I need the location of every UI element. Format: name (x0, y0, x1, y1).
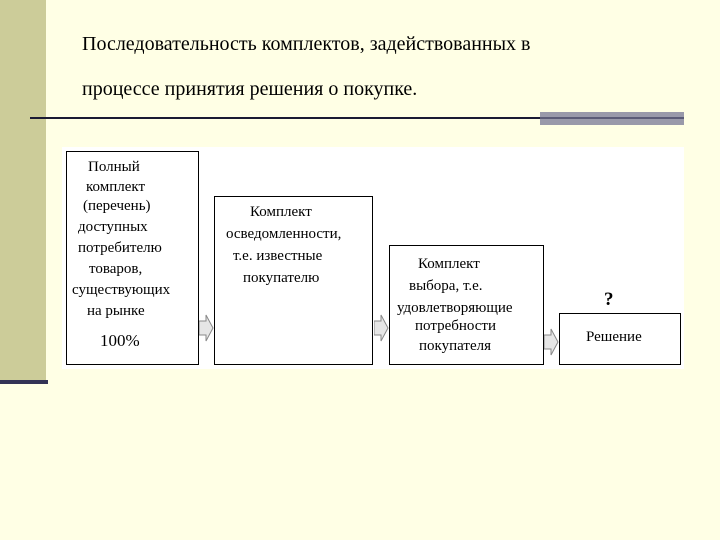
full-set-line: на рынке (87, 303, 145, 319)
full-set-line: существующих (72, 282, 171, 298)
choice-set-line: потребности (415, 318, 496, 334)
full-set-line: потребителю (78, 240, 162, 256)
awareness-set-line: Комплект (250, 204, 312, 220)
choice-set-line: удовлетворяющие (397, 300, 513, 316)
choice-set-box (389, 245, 544, 365)
decision-box (559, 313, 681, 365)
full-set-line: комплект (86, 179, 146, 195)
title-rule (30, 117, 540, 119)
full-set-line: Полный (88, 159, 140, 175)
question-mark: ? (604, 289, 614, 310)
awareness-set-box (214, 196, 373, 365)
arrow-right-icon (199, 314, 214, 342)
awareness-set-line: покупателю (243, 270, 320, 286)
awareness-set-line: т.е. известные (233, 248, 323, 264)
slide-title-line-2: процессе принятия решения о покупке. (82, 78, 418, 100)
full-set-box (66, 151, 199, 365)
awareness-set-line: осведомленности, (226, 226, 342, 242)
title-rule-accent-line (540, 117, 684, 119)
slide-title-line-1: Последовательность комплектов, задействованных в (82, 33, 531, 55)
full-set-line: товаров, (89, 261, 143, 277)
side-decor-band (0, 0, 46, 380)
choice-set-line: выбора, т.е. (409, 278, 483, 294)
full-set-line: доступных (78, 219, 148, 235)
full-set-line: (перечень) (83, 198, 151, 214)
side-decor-line (0, 380, 48, 384)
decision-label: Решение (586, 329, 642, 345)
arrow-right-icon (374, 314, 389, 342)
arrow-right-icon (544, 328, 559, 356)
choice-set-line: Комплект (418, 256, 480, 272)
full-set-percent: 100% (100, 331, 140, 350)
choice-set-line: покупателя (419, 338, 491, 354)
